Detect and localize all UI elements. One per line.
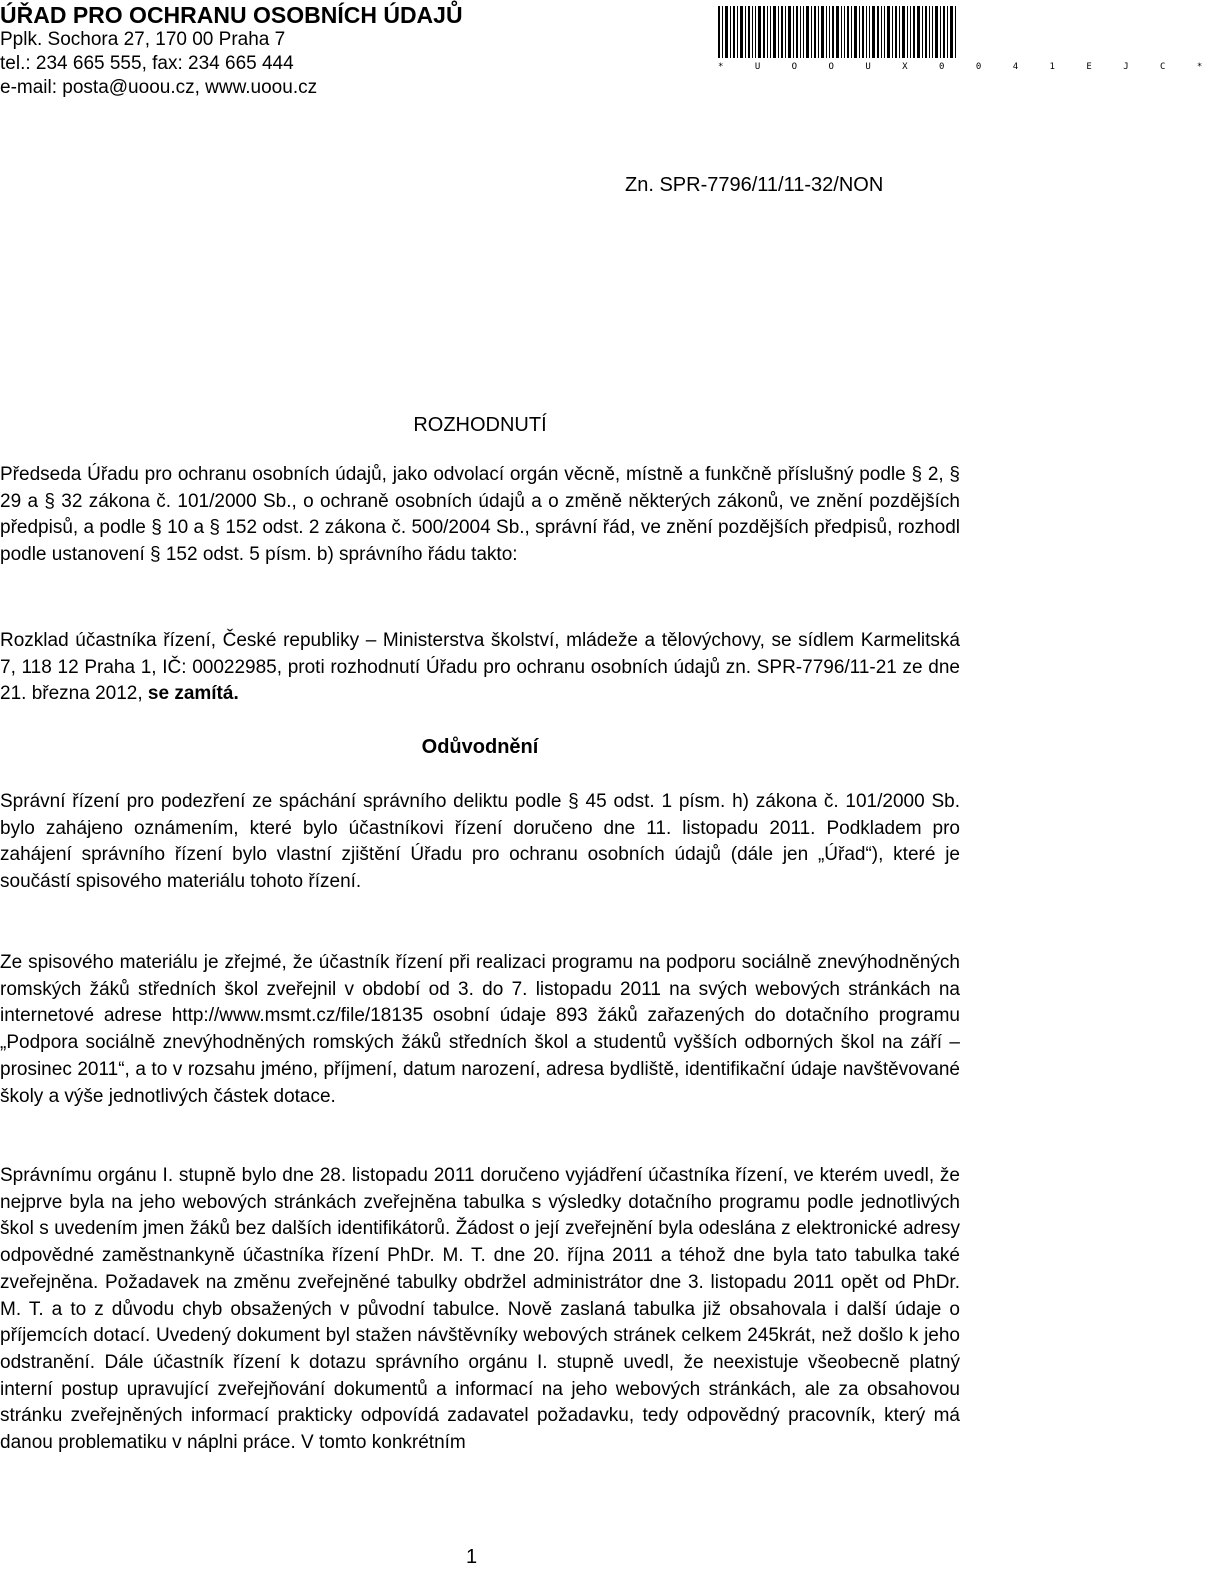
barcode-image	[718, 6, 958, 58]
page-number: 1	[466, 1546, 478, 1568]
reference-number: Zn. SPR-7796/11/11-32/NON	[625, 174, 884, 196]
organization-phone: tel.: 234 665 555, fax: 234 665 444	[0, 53, 294, 74]
organization-email: e-mail: posta@uoou.cz, www.uoou.cz	[0, 77, 318, 98]
letterhead	[0, 0, 463, 100]
organization-name: ÚŘAD PRO OCHRANU OSOBNÍCH ÚDAJŮ	[0, 2, 463, 28]
intro-paragraph: Předseda Úřadu pro ochranu osobních údajů, jako odvolací orgán věcně, místně a funkčně příslušný podle § 2, § 29 a § 32 zákona č. 101/2000 Sb., o ochraně osobních údajů a o změně některých zákonů, ve znění pozdějších předpisů, a podle § 10 a § 152 odst. 2 zákona č. 500/2004 Sb., správní řád, ve znění pozdějších předpisů, rozhodl podle ustanovení § 152 odst. 5 písm. b) správního řádu takto:	[0, 464, 960, 566]
organization-address: Pplk. Sochora 27, 170 00 Praha 7	[0, 29, 286, 50]
verdict-paragraph	[0, 628, 960, 708]
verdict-text: Rozklad účastníka řízení, České republiky – Ministerstva školství, mládeže a tělovýchovy, se sídlem Karmelitská 7, 118 12 Praha 1, IČ: 00022985, proti rozhodnutí Úřadu pro ochranu osobních údajů zn. SPR-7796/11-21 ze dne 21. března 2012,	[0, 630, 960, 705]
reasoning-paragraph-1: Správní řízení pro podezření ze spáchání správního deliktu podle § 45 odst. 1 písm. h) zákona č. 101/2000 Sb. bylo zahájeno oznámením, které bylo účastníkovi řízení doručeno dne 11. listopadu 2011. Podkladem pro zahájení správního řízení bylo vlastní zjištění Úřadu pro ochranu osobních údajů (dále jen „Úřad“), které je součástí spisového materiálu tohoto řízení.	[0, 791, 960, 893]
verdict-emphasis: se zamítá.	[147, 683, 239, 705]
reasoning-title: Odůvodnění	[421, 736, 539, 758]
decision-title: ROZHODNUTÍ	[413, 414, 547, 436]
reasoning-paragraph-3: Správnímu orgánu I. stupně bylo dne 28. listopadu 2011 doručeno vyjádření účastníka řízení, ve kterém uvedl, že nejprve byla na jeho webových stránkách zveřejněna tabulka s výsledky dotačního programu podle jednotlivých škol s uvedením jmen žáků bez dalších identifikátorů. Žádost o její zveřejnění byla odeslána z elektronické adresy odpovědné zaměstnankyně účastníka řízení PhDr. M. T. dne 20. října 2011 a téhož dne byla tato tabulka také zveřejněna. Požadavek na změnu zveřejněné tabulky obdržel administrátor dne 3. listopadu 2011 opět od PhDr. M. T. a to z důvodu chyb obsažených v původní tabulce. Nově zaslaná tabulka již obsahovala i další údaje o příjemcích dotací. Uvedený dokument byl stažen návštěvníky webových stránek celkem 245krát, než došlo k jeho odstranění. Dále účastník řízení k dotazu správního orgánu I. stupně uvedl, že neexistuje všeobecně platný interní postup upravující zveřejňování dokumentů a informací na jeho webových stránkách, ale za obsahovou stránku zveřejněných informací prakticky odpovídá zadavatel požadavku, tedy odpovědný pracovník, který má danou problematiku v náplni práce. V tomto konkrétním	[0, 1165, 960, 1454]
reasoning-paragraph-2: Ze spisového materiálu je zřejmé, že účastník řízení při realizaci programu na podporu sociálně znevýhodněných romských žáků středních škol zveřejnil v období od 3. do 7. listopadu 2011 na svých webových stránkách na internetové adrese http://www.msmt.cz/file/18135 osobní údaje 893 žáků zařazených do dotačního programu „Podpora sociálně znevýhodněných romských žáků středních škol a studentů vyšších odborných škol na září – prosinec 2011“, a to v rozsahu jméno, příjmení, datum narození, adresa bydliště, identifikační údaje navštěvované školy a výše jednotlivých částek dotace.	[0, 952, 960, 1107]
barcode-caption: * U O O U X 0 0 4 1 E J C *	[718, 62, 1215, 72]
